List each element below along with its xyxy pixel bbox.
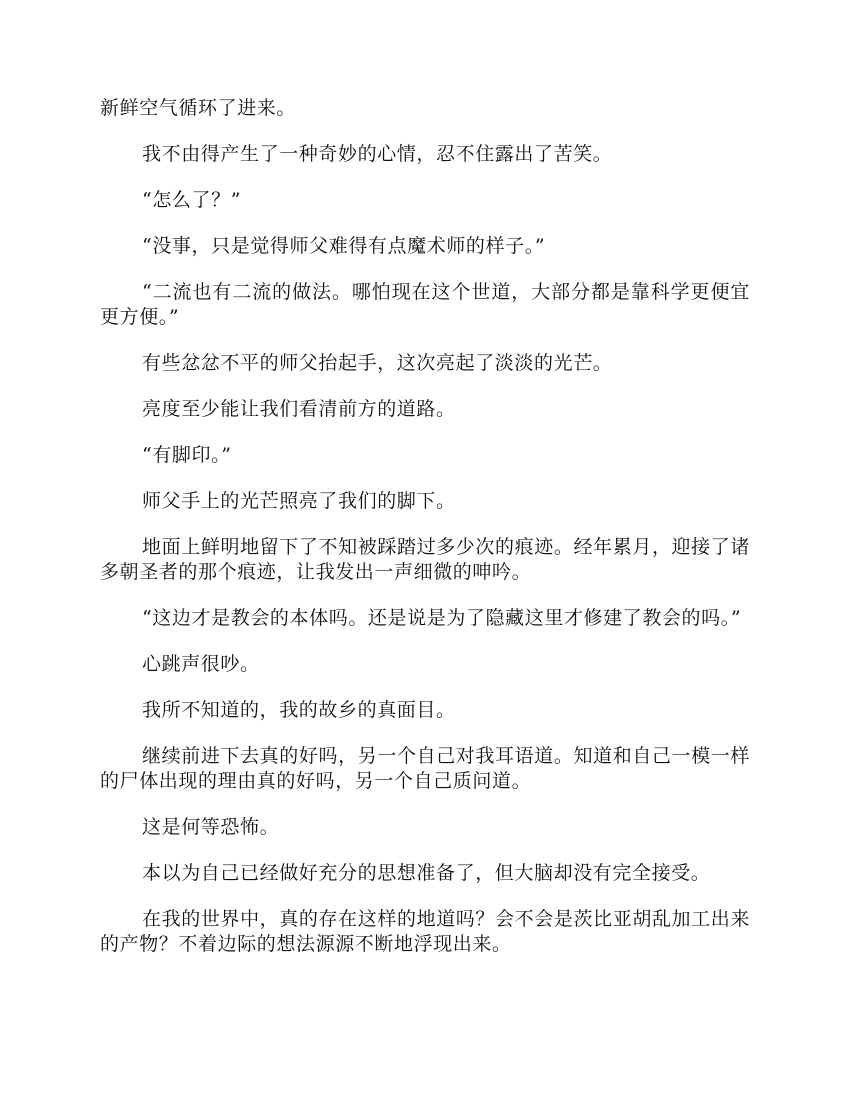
paragraph-7: 亮度至少能让我们看清前方的道路。	[142, 398, 456, 420]
paragraph-17: 在我的世界中，真的存在这样的地道吗？会不会是茨比亚胡乱加工出来的产物？不着边际的想法源源不断地浮现出来。	[100, 908, 750, 955]
paragraph-13: 我所不知道的，我的故乡的真面目。	[142, 699, 456, 721]
paragraph-12: 心跳声很吵。	[142, 653, 260, 675]
paragraph-3: “怎么了？”	[142, 189, 242, 211]
paragraph-2: 我不由得产生了一种奇妙的心情，忍不住露出了苦笑。	[142, 143, 613, 165]
paragraph-10: 地面上鲜明地留下了不知被踩踏过多少次的痕迹。经年累月，迎接了诸多朝圣者的那个痕迹，让我发出一声细微的呻吟。	[100, 536, 750, 583]
paragraph-5: “二流也有二流的做法。哪怕现在这个世道，大部分都是靠科学更便宜更方便。”	[100, 281, 750, 328]
paragraph-1: 新鲜空气循环了进来。	[100, 97, 297, 119]
paragraph-6: 有些忿忿不平的师父抬起手，这次亮起了淡淡的光芒。	[142, 352, 613, 374]
paragraph-8: “有脚印。”	[142, 444, 232, 466]
paragraph-9: 师父手上的光芒照亮了我们的脚下。	[142, 490, 456, 512]
paragraph-14: 继续前进下去真的好吗，另一个自己对我耳语道。知道和自己一模一样的尸体出现的理由真的好吗，另一个自己质问道。	[100, 745, 750, 792]
paragraph-16: 本以为自己已经做好充分的思想准备了，但大脑却没有完全接受。	[142, 862, 711, 884]
paragraph-11: “这边才是教会的本体吗。还是说是为了隐藏这里才修建了教会的吗。”	[142, 607, 742, 629]
paragraph-15: 这是何等恐怖。	[142, 816, 280, 838]
paragraph-4: “没事，只是觉得师父难得有点魔术师的样子。”	[142, 235, 546, 257]
